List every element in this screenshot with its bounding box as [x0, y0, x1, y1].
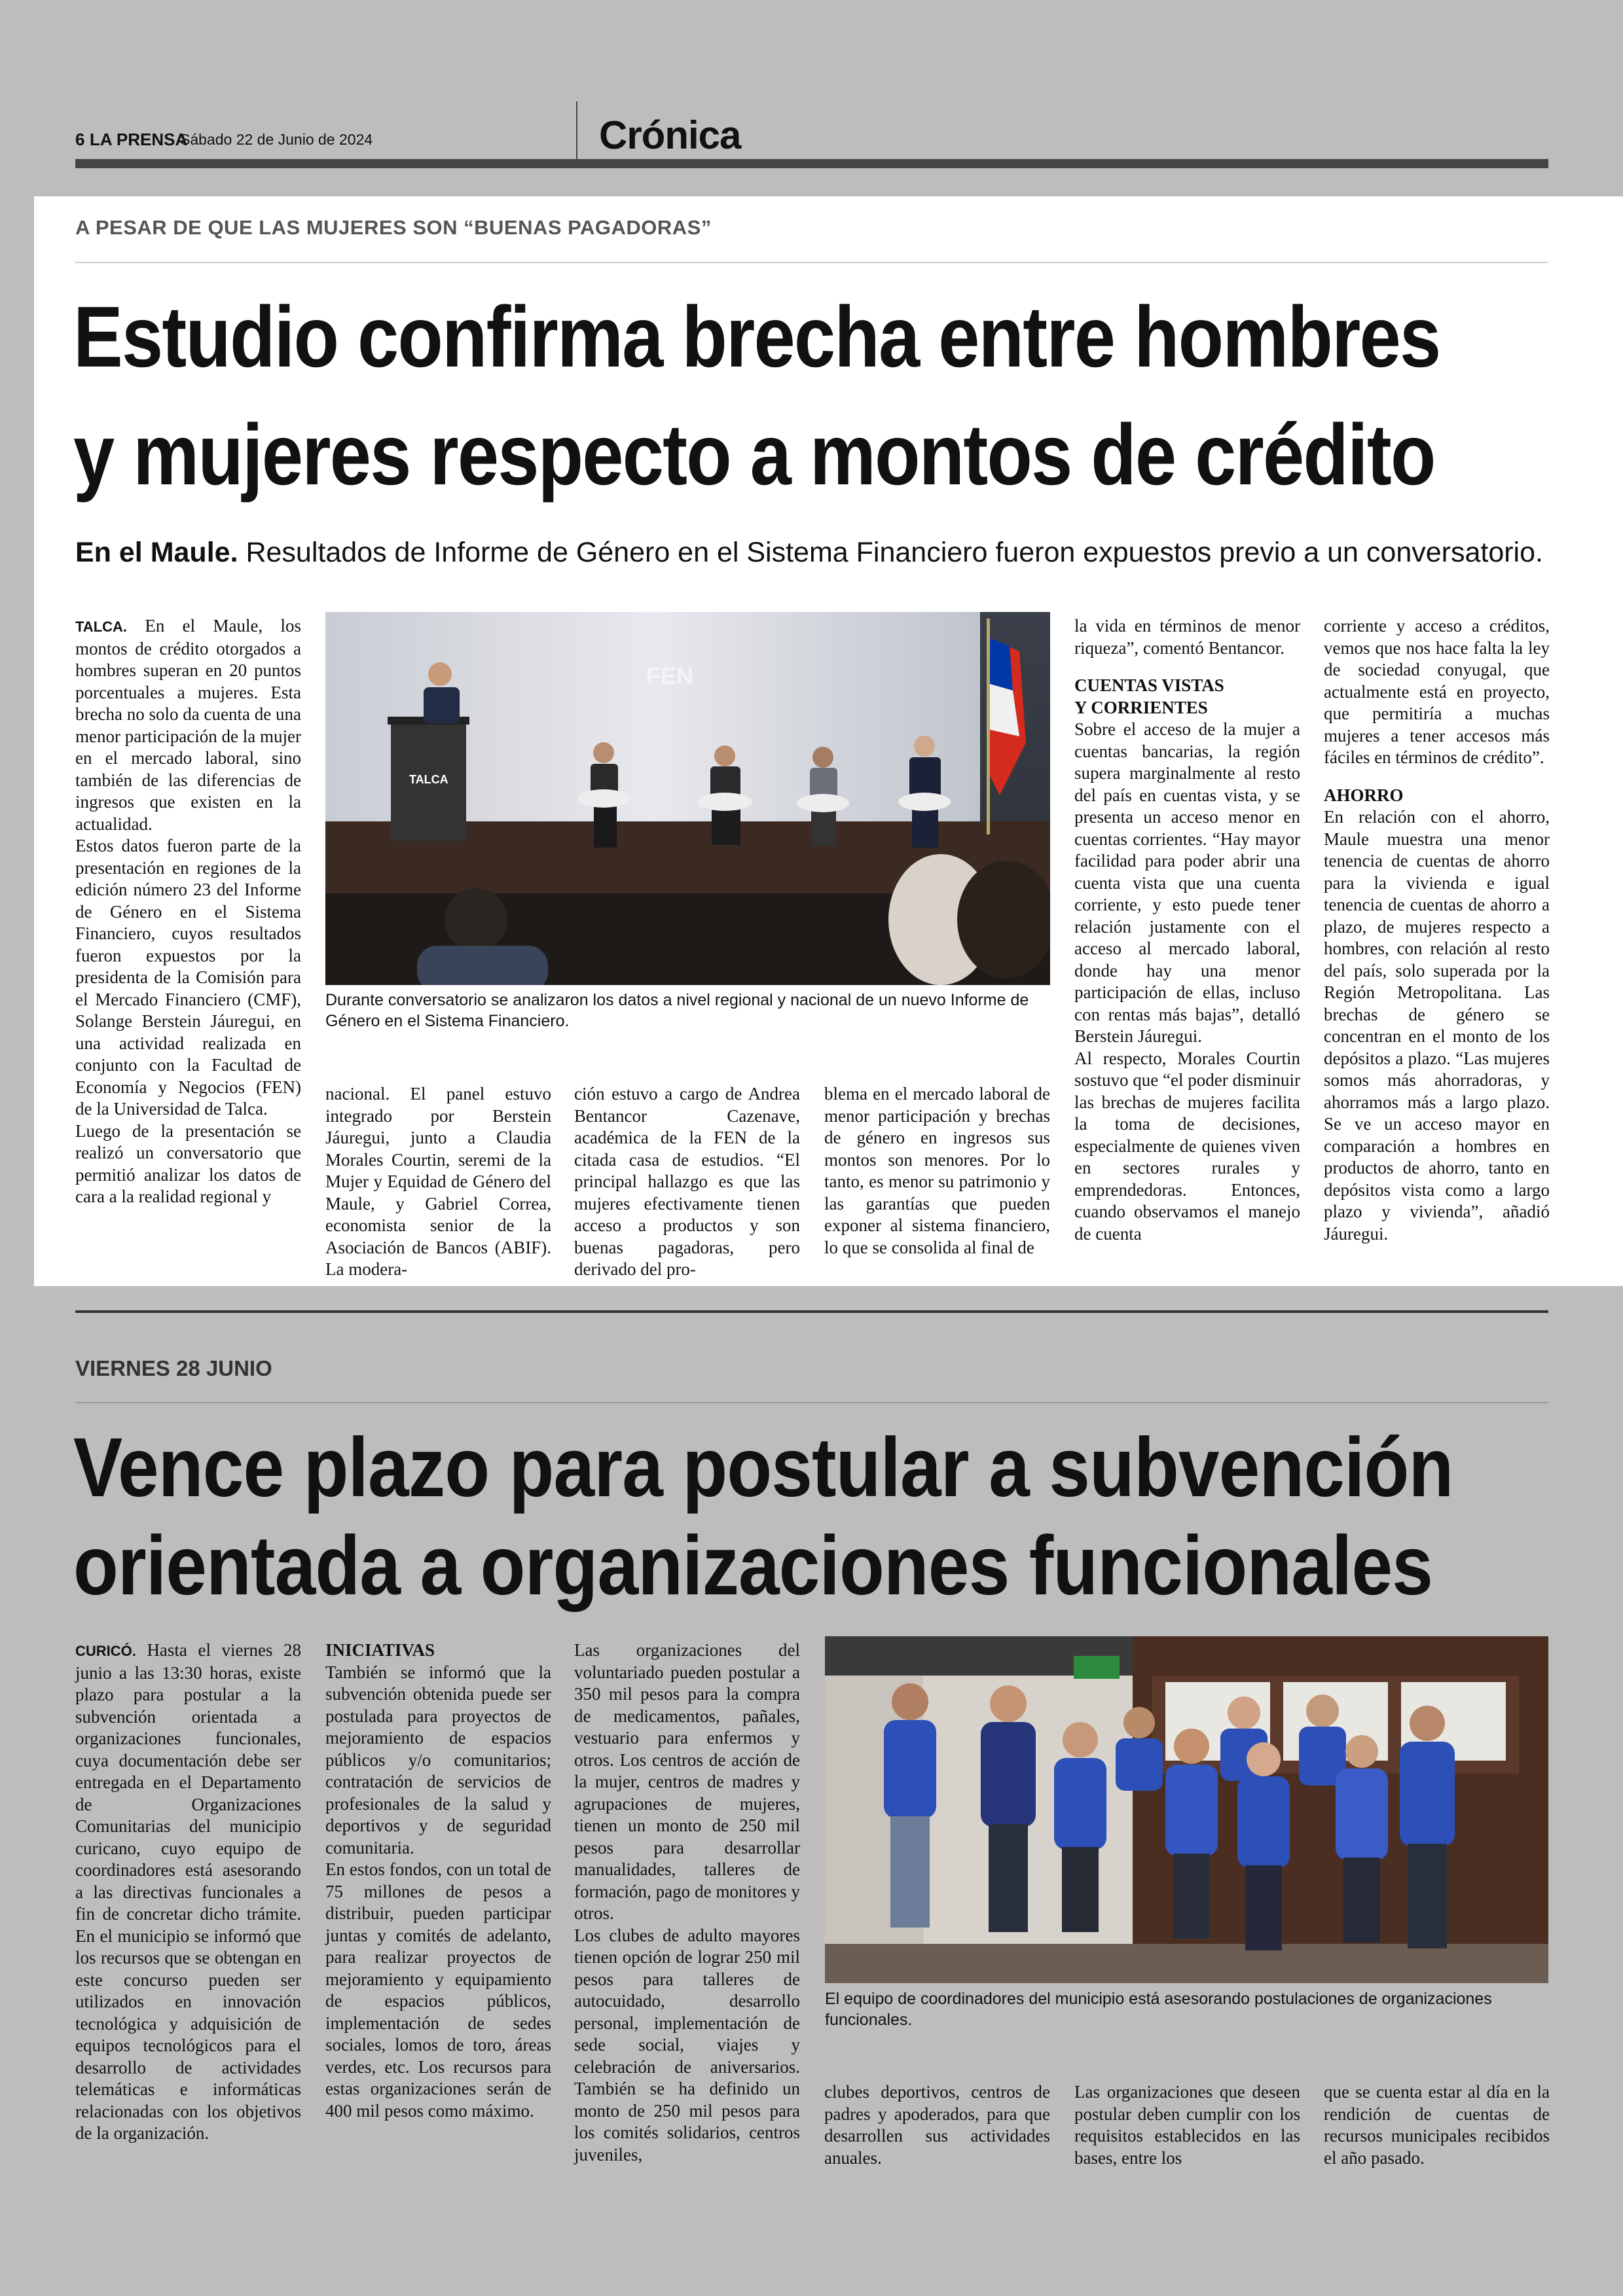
article-1-column-4: blema en el mercado laboral de menor participación y brechas de género en ingresos sus montos son menores. Por lo tanto, es menor su patrimonio y las garantías que pueden exponer al sistema financiero, lo que se consolida al final de — [824, 1084, 1050, 1257]
article-separator — [75, 1310, 1548, 1313]
paragraph: Luego de la presentación se realizó un conversatorio que permitió analizar los datos de cara a la realidad regional y — [75, 1121, 301, 1206]
article-2-column-6: que se cuenta estar al día en la rendición de cuentas de recursos municipales recibidos el año pasado. — [1324, 2082, 1550, 2168]
article-2-column-3 — [574, 1640, 800, 2166]
article-2-column-5: Las organizaciones que deseen postular deben cumplir con los requisitos establecidos en las bases, entre los — [1074, 2082, 1300, 2168]
paragraph: la vida en términos de menor riqueza”, comentó Bentancor. — [1074, 616, 1300, 658]
kicker-rule — [75, 1402, 1548, 1403]
paper-name: LA PRENSA — [90, 130, 188, 149]
issue-date: Sábado 22 de Junio de 2024 — [180, 131, 373, 148]
paragraph: Estos datos fueron parte de la presentación en regiones de la edición número 23 del Informe de Género en el Sistema Financiero, cuyos resultados fueron expuestos por la presidenta de la Comisión para el Mercado Financiero (CMF), Solange Berstein Jáuregui, en una actividad realizada en conjunto con la Facultad de Economía y Negocios (FEN) de la Universidad de Talca. — [75, 836, 301, 1119]
paragraph: corriente y acceso a créditos, vemos que nos hace falta la ley de sociedad conyugal, que actualmente está en proyecto, que permitiría a muchas mujeres a tener accesos más fáciles en términos de crédito”. — [1324, 616, 1550, 767]
article-1-headline-line-2: y mujeres respecto a montos de crédito — [73, 406, 1435, 503]
kicker-rule — [75, 262, 1548, 263]
paragraph: En el Maule, los montos de crédito otorgados a hombres superan en 20 puntos porcentuales a mujeres. Esta brecha no solo da cuenta de una menor participación de la mujer en el mercado laboral, sino también de las diferencias de ingresos que existen en la actualidad. — [75, 616, 301, 834]
article-2-column-1 — [75, 1640, 301, 2145]
paragraph: Al respecto, Morales Courtin sostuvo que “el poder disminuir las brechas de mujeres facilita la toma de decisiones, especialmente de quienes viven en sectores rurales y emprendedoras. Entonces, cuando observamos el manejo de cuenta — [1074, 1048, 1300, 1244]
paragraph: Sobre el acceso de la mujer a cuentas bancarias, la región supera marginalmente al resto del país en cuentas vista, y se presenta un acceso menor en cuentas corrientes. “Hay mayor facilidad para poder abrir una cuenta vista que una cuenta corriente, y esto puede tener relación justamente con el acceso al mercado laboral, donde hay una menor participación de ellas, incluso con rentas más bajas”, detalló Berstein Jáuregui. — [1074, 719, 1300, 1046]
subheading-ahorro: AHORRO — [1324, 785, 1404, 805]
article-2-column-2 — [325, 1640, 551, 2122]
paragraph: Hasta el viernes 28 junio a las 13:30 horas, existe plazo para postular a la subvención orientada a organizaciones funcionales, cuya documentación debe ser entregada en el Departamento de Organizaciones Comunitarias del municipio curicano, cuyo equipo de coordinadores está asesorando a las directivas funcionales a fin de concretar dicho trámite. En el municipio se informó que los recursos que se obtengan en este concurso pueden ser utilizados en innovación tecnológica y adquisición de equipos tecnológicos para el desarrollo de actividades telemáticas e informáticas relacionadas con los objetivos de la organización. — [75, 1640, 301, 2143]
conversatorio-photo — [325, 612, 1050, 985]
article-1-kicker: A PESAR DE QUE LAS MUJERES SON “BUENAS PAGADORAS” — [75, 216, 712, 239]
paragraph: Los clubes de adulto mayores tienen opción de lograr 250 mil pesos para talleres de autocuidado, desarrollo personal, implementación de sede social, viajes y celebración de aniversarios. También se ha definido un monto de 250 mil pesos para los comités solidarios, centros juveniles, — [574, 1925, 800, 2164]
article-1-headline-line-1: Estudio confirma brecha entre hombres — [73, 289, 1440, 385]
coordinators-team-photo — [825, 1636, 1548, 1983]
photo-screen-text: FEN — [646, 662, 693, 689]
article-1-column-2: nacional. El panel estuvo integrado por Berstein Jáuregui, junto a Claudia Morales Courtin, seremi de la Mujer y Equidad de Género del Maule, y Gabriel Correa, economista senior de la Asociación de Bancos (ABIF). La modera- — [325, 1084, 551, 1279]
paragraph: Las organizaciones del voluntariado pueden postular a 350 mil pesos para la compra de medicamentos, pañales, vestuario para enfermos y otros. Los centros de acción de la mujer, centros de madres y agrupaciones de mujeres, tienen un monto de 250 mil pesos para desarrollar manualidades, talleres de formación, pago de monitores y otros. — [574, 1640, 800, 1923]
article-1-column-1 — [75, 615, 301, 1208]
page-header — [75, 113, 1548, 164]
paragraph: En estos fondos, con un total de 75 millones de pesos a distribuir, pueden participar juntas y comités de adelanto, para realizar proyectos de mejoramiento y equipamiento de espacios públicos, implementación de sedes sociales, lomos de toro, áreas verdes, etc. Los recursos para estas organizaciones serán de 400 mil pesos como máximo. — [325, 1859, 551, 2121]
subheading-iniciativas: INICIATIVAS — [325, 1640, 435, 1660]
header-rule — [75, 159, 1548, 168]
article-2-kicker: VIERNES 28 JUNIO — [75, 1356, 272, 1380]
article-2-photo-caption: El equipo de coordinadores del municipio está asesorando postulaciones de organizaciones funcionales. — [825, 1990, 1492, 2029]
header-divider — [576, 101, 577, 164]
article-1-photo-caption: Durante conversatorio se analizaron los datos a nivel regional y nacional de un nuevo Informe de Género en el Sistema Financiero. — [325, 991, 1029, 1030]
page-number: 6 — [75, 130, 85, 149]
podium-logo-text: TALCA — [409, 773, 448, 786]
article-1-deck — [75, 537, 1543, 569]
article-2-headline-line-1: Vence plazo para postular a subvención — [73, 1421, 1453, 1515]
article-2-column-4: clubes deportivos, centros de padres y apoderados, para que desarrollen sus actividades anuales. — [824, 2082, 1050, 2168]
subheading-cuentas: CUENTAS VISTAS Y CORRIENTES — [1074, 675, 1224, 717]
article-1-column-6 — [1324, 615, 1550, 1245]
dateline: CURICÓ. — [75, 1643, 136, 1659]
article-1-column-3: ción estuvo a cargo de Andrea Bentancor Cazenave, académica de la FEN de la citada casa de estudios. “El principal hallazgo es que las mujeres efectivamente tienen acceso a productos y son buenas pagadoras, pero derivado del pro- — [574, 1084, 800, 1279]
section-title: Crónica — [599, 113, 741, 157]
article-1-column-5 — [1074, 615, 1300, 1245]
deck-lead: En el Maule. — [75, 537, 238, 568]
article-2-headline-line-2: orientada a organizaciones funcionales — [73, 1519, 1432, 1613]
dateline: TALCA. — [75, 619, 128, 635]
deck-text: Resultados de Informe de Género en el Sistema Financiero fueron expuestos previo a un conversatorio. — [246, 537, 1543, 568]
paragraph: También se informó que la subvención obtenida puede ser postulada para proyectos de mejoramiento de espacios públicos y/o comunitarios; contratación de servicios de profesionales de la salud y deportivos y de seguridad comunitaria. — [325, 1662, 551, 1857]
paragraph: En relación con el ahorro, Maule muestra una menor tenencia de cuentas de ahorro para la vivienda e igual tenencia de cuentas de ahorro a plazo, de mujeres respecto a hombres, con relación al resto del país, solo superada por la Región Metropolitana. Las brechas de género se concentran en el monto de los depósitos a plazo. “Las mujeres somos más ahorradoras, y ahorramos más a largo plazo. Se ve un acceso mayor en comparación a hombres en productos de ahorro, tanto en depósitos vista como a largo plazo y vivienda”, añadió Jáuregui. — [1324, 807, 1550, 1244]
